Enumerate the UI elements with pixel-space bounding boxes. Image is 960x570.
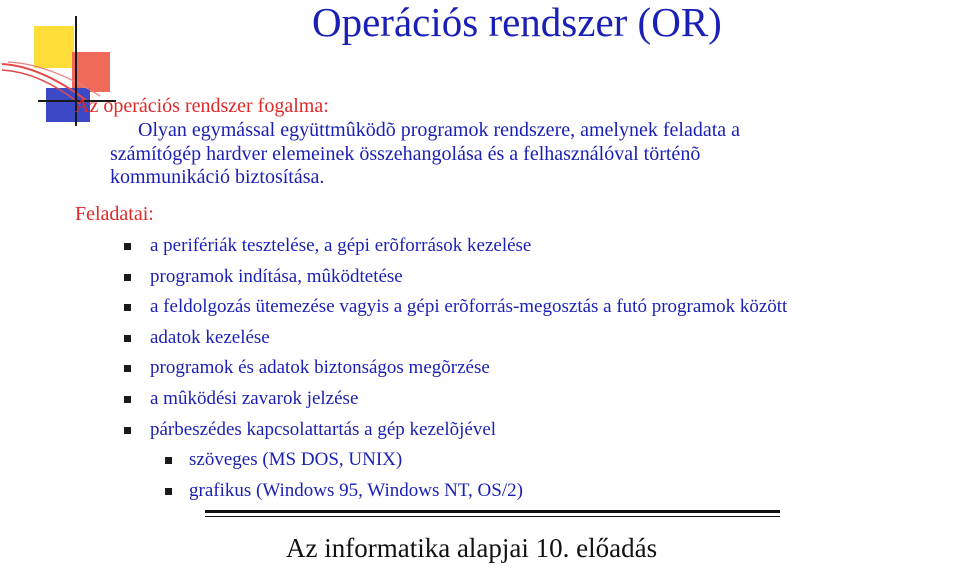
bullet-icon — [124, 335, 131, 342]
list-item: párbeszédes kapcsolattartás a gép kezelõjével — [124, 415, 787, 446]
definition-text — [110, 119, 956, 190]
list-item: a mûködési zavarok jelzése — [124, 384, 787, 415]
bullet-icon — [124, 274, 131, 281]
definition-heading: Az operációs rendszer fogalma: — [75, 95, 329, 117]
bullet-icon — [124, 304, 131, 311]
slide-footer: Az informatika alapjai 10. előadás — [286, 533, 658, 563]
sub-list-item: szöveges (MS DOS, UNIX) — [165, 445, 523, 476]
definition-line: kommunikáció biztosítása. — [110, 166, 325, 188]
bullet-icon — [124, 396, 131, 403]
sub-list-item: grafikus (Windows 95, Windows NT, OS/2) — [165, 476, 523, 507]
list-item: adatok kezelése — [124, 323, 787, 354]
bullet-icon — [165, 488, 172, 495]
definition-line: számítógép hardver elemeinek összehangolása és a felhasználóval történõ — [110, 142, 701, 165]
bullet-icon — [124, 243, 131, 250]
bullet-icon — [124, 365, 131, 372]
footer-divider-thick — [205, 510, 780, 513]
footer-divider-thin — [205, 516, 780, 517]
task-list — [124, 231, 787, 445]
list-item: programok indítása, mûködtetése — [124, 262, 787, 293]
definition-line: Olyan egymással együttmûködõ programok rendszere, amelynek feladata a — [138, 119, 741, 141]
list-item: programok és adatok biztonságos megõrzése — [124, 353, 787, 384]
list-item: a feldolgozás ütemezése vagyis a gépi erõforrás-megosztás a futó programok között — [124, 292, 787, 323]
tasks-heading: Feladatai: — [75, 203, 154, 225]
list-item: a perifériák tesztelése, a gépi erõforrások kezelése — [124, 231, 787, 262]
bullet-icon — [124, 427, 131, 434]
sub-task-list — [165, 445, 523, 506]
bullet-icon — [165, 457, 172, 464]
slide-title: Operációs rendszer (OR) — [312, 0, 722, 45]
